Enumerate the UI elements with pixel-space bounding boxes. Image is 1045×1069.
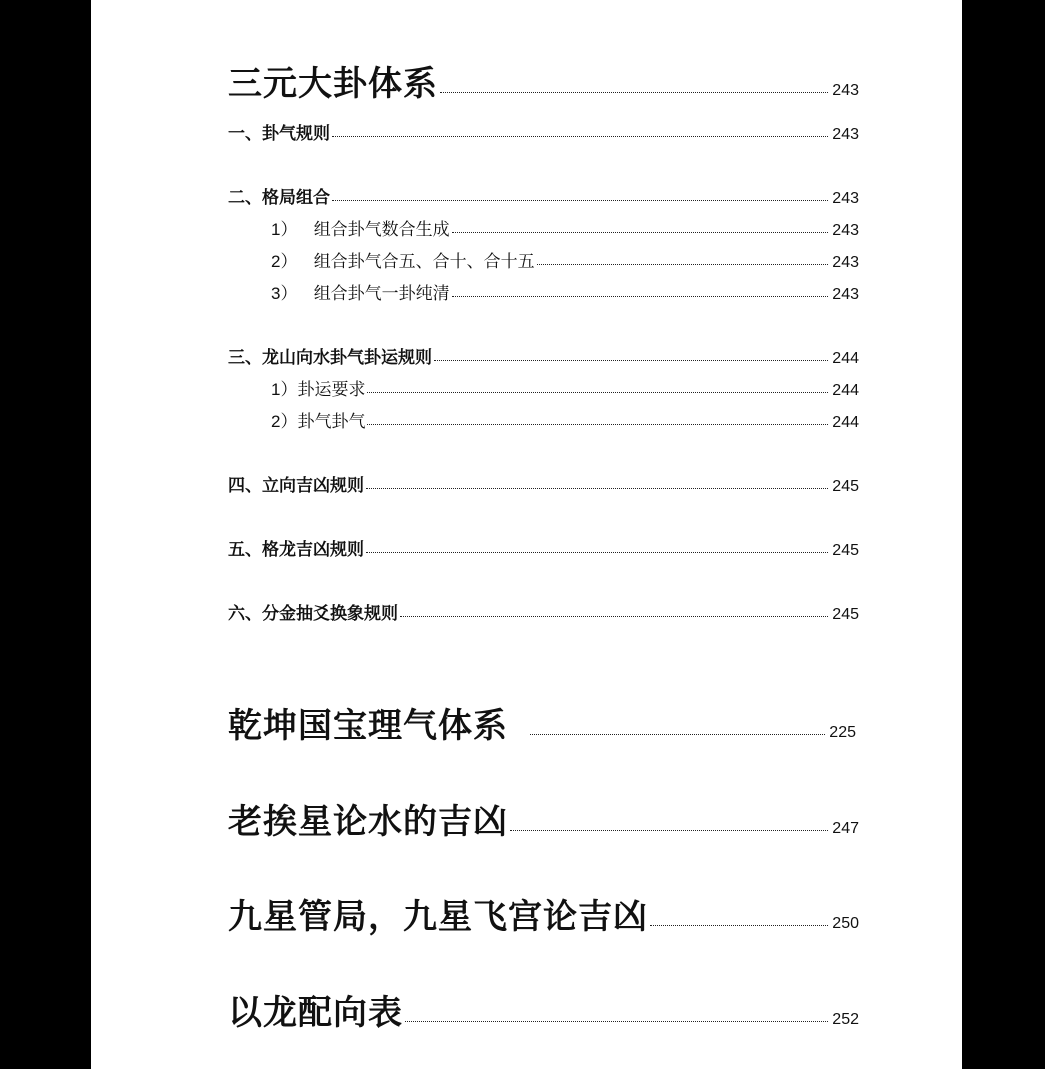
toc-page-number: 243 (832, 82, 859, 99)
toc-entry-title: 五、格龙吉凶规则 (228, 540, 364, 560)
toc-page-number: 243 (832, 286, 859, 303)
document-page (91, 0, 962, 1069)
toc-page-number: 243 (832, 254, 859, 271)
toc-entry-number: 1） (271, 220, 298, 239)
toc-page-number: 243 (832, 222, 859, 239)
dot-leader (405, 1021, 828, 1022)
dot-leader (440, 92, 828, 93)
toc-entry-title (271, 407, 365, 432)
dot-leader (332, 200, 828, 201)
dot-leader (366, 552, 828, 553)
toc-entry-heading[interactable] (228, 794, 859, 843)
toc-entry-title (271, 279, 450, 304)
dot-leader (332, 136, 828, 137)
dot-leader (650, 925, 828, 926)
dot-leader (367, 392, 828, 393)
toc-entry-title: 以龙配向表 (228, 993, 403, 1033)
toc-subentry[interactable] (271, 247, 859, 272)
toc-entry-title: 六、分金抽爻换象规则 (228, 604, 398, 624)
dot-leader (367, 424, 828, 425)
toc-entry-title: 乾坤国宝理气体系 (228, 706, 508, 746)
toc-entry-title: 一、卦气规则 (228, 124, 330, 144)
dot-leader (434, 360, 828, 361)
toc-entry-title: 四、立向吉凶规则 (228, 476, 364, 496)
toc-entry-text: 卦运要求 (297, 380, 366, 400)
toc-page-number: 243 (832, 126, 859, 143)
dot-leader (366, 488, 828, 489)
toc-entry[interactable] (228, 343, 859, 368)
toc-entry[interactable] (228, 599, 859, 624)
toc-subentry[interactable] (271, 215, 859, 240)
toc-subentry[interactable] (271, 407, 859, 432)
toc-subentry[interactable] (271, 375, 859, 400)
toc-entry-title (271, 375, 365, 400)
toc-page-number: 245 (832, 478, 859, 495)
toc-entry-heading[interactable] (228, 56, 859, 105)
toc-entry-title: 三元大卦体系 (228, 64, 438, 104)
toc-page-number: 252 (832, 1011, 859, 1028)
toc-entry-title (271, 215, 450, 240)
toc-entry[interactable] (228, 119, 859, 144)
dot-leader (452, 296, 829, 297)
toc-page-number: 247 (832, 820, 859, 837)
toc-entry-text: 组合卦气一卦纯清 (313, 284, 450, 304)
dot-leader (510, 830, 828, 831)
dot-leader (537, 264, 829, 265)
toc-page-number: 244 (832, 350, 859, 367)
toc-entry-number: 1） (271, 380, 298, 399)
toc-entry-title (271, 247, 535, 272)
toc-entry-text: 组合卦气数合生成 (313, 220, 450, 240)
toc-entry-text: 卦气卦气 (297, 412, 366, 432)
toc-entry-title: 二、格局组合 (228, 188, 330, 208)
toc-entry[interactable] (228, 183, 859, 208)
toc-page-number: 244 (832, 414, 859, 431)
toc-entry-title: 三、龙山向水卦气卦运规则 (228, 348, 432, 368)
toc-entry[interactable] (228, 471, 859, 496)
toc-subentry[interactable] (271, 279, 859, 304)
toc-entry-title: 九星管局，九星飞宫论吉凶 (228, 897, 648, 937)
toc-page-number: 225 (829, 724, 856, 741)
toc-entry-title: 老挨星论水的吉凶 (228, 802, 508, 842)
toc-page-number: 243 (832, 190, 859, 207)
toc-page-number: 245 (832, 606, 859, 623)
toc-page-number: 250 (832, 915, 859, 932)
toc-page-number: 245 (832, 542, 859, 559)
toc-entry-heading[interactable] (228, 889, 859, 938)
toc-entry[interactable] (228, 535, 859, 560)
toc-entry-text: 组合卦气合五、合十、合十五 (313, 252, 535, 272)
toc-entry-number: 3） (271, 284, 298, 303)
toc-entry-number: 2） (271, 412, 298, 431)
toc-entry-heading[interactable] (228, 985, 859, 1034)
dot-leader (400, 616, 828, 617)
toc-entry-heading[interactable] (228, 698, 856, 747)
toc-page-number: 244 (832, 382, 859, 399)
dot-leader (530, 734, 825, 735)
dot-leader (452, 232, 829, 233)
toc-entry-number: 2） (271, 252, 298, 271)
